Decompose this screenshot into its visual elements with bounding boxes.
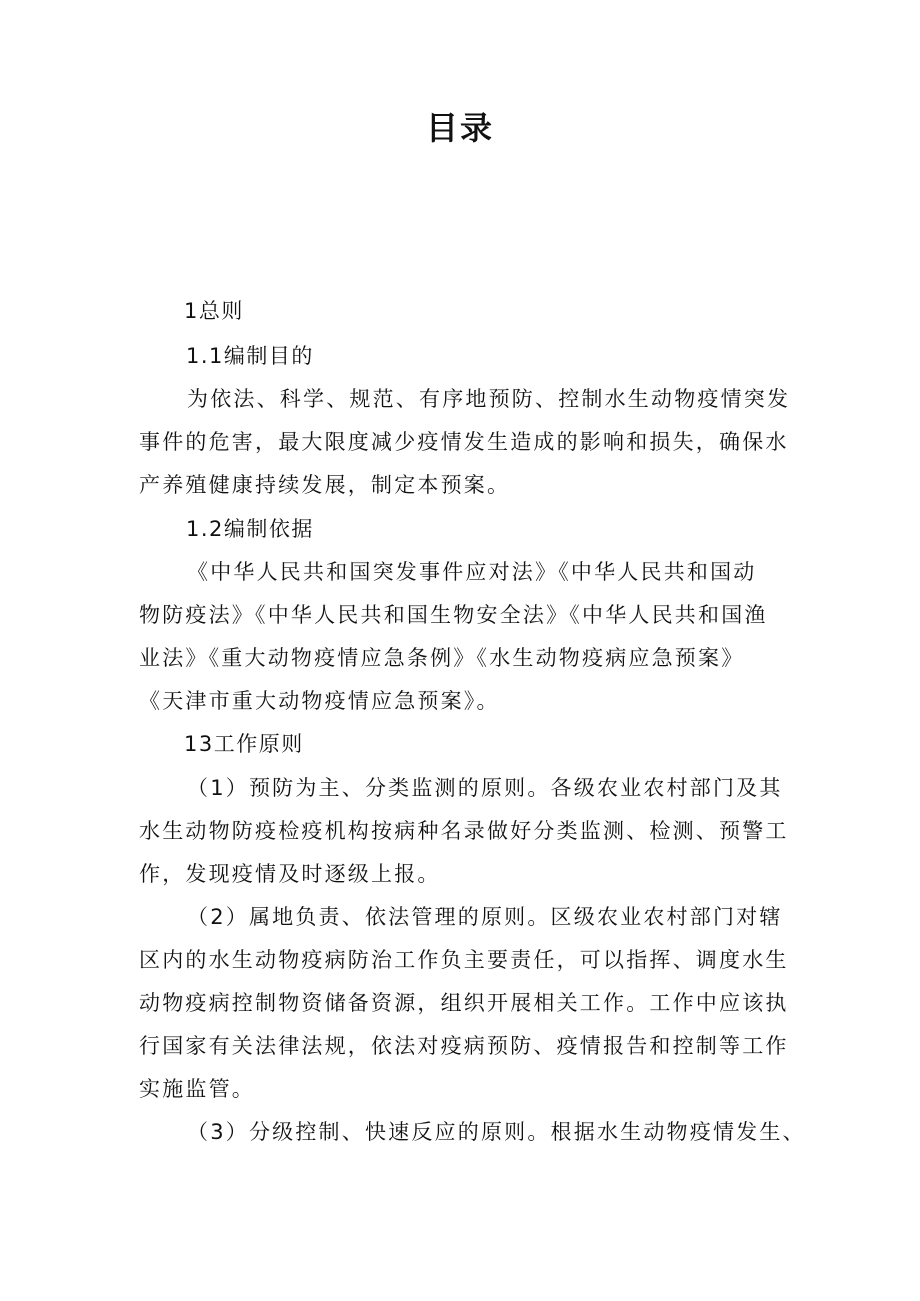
paragraph-line: 业法》《重大动物疫情应急条例》《水生动物疫病应急预案》 [139,646,745,670]
paragraph-line: （2）属地负责、依法管理的原则。区级农业农村部门对辖 [187,905,783,929]
paragraph-line: 实施监管。 [139,1077,255,1101]
paragraph-line: 物防疫法》《中华人民共和国生物安全法》《中华人民共和国渔 [139,603,768,627]
paragraph-line: 《天津市重大动物疫情应急预案》。 [139,689,500,713]
paragraph-line: （1）预防为主、分类监测的原则。各级农业农村部门及其 [187,776,783,800]
paragraph-line: 行国家有关法律法规，依法对疫病预防、疫情报告和控制等工作 [139,1034,789,1058]
section-heading-1-3: 13工作原则 [184,732,304,756]
paragraph-line: 区内的水生动物疫病防治工作负主要责任，可以指挥、调度水生 [139,948,789,972]
paragraph-line: 作，发现疫情及时逐级上报。 [139,862,441,886]
paragraph-line: 事件的危害，最大限度减少疫情发生造成的影响和损失，确保水 [139,430,789,454]
paragraph-line: 《中华人民共和国突发事件应对法》《中华人民共和国动 [187,560,757,584]
section-heading-1: 1总则 [184,299,244,323]
paragraph-line: 动物疫病控制物资储备资源，组织开展相关工作。工作中应该执 [139,991,789,1015]
page-title: 目录 [425,109,494,147]
paragraph-line: 水生动物防疫检疫机构按病种名录做好分类监测、检测、预警工 [139,819,789,843]
paragraph-line: 产养殖健康持续发展，制定本预案。 [139,473,511,497]
section-heading-1-2: 1.2编制依据 [186,517,314,541]
paragraph-line: （3）分级控制、快速反应的原则。根据水生动物疫情发生、 [187,1120,806,1144]
paragraph-line: 为依法、科学、规范、有序地预防、控制水生动物疫情突发 [187,387,791,411]
section-heading-1-1: 1.1编制目的 [186,344,314,368]
